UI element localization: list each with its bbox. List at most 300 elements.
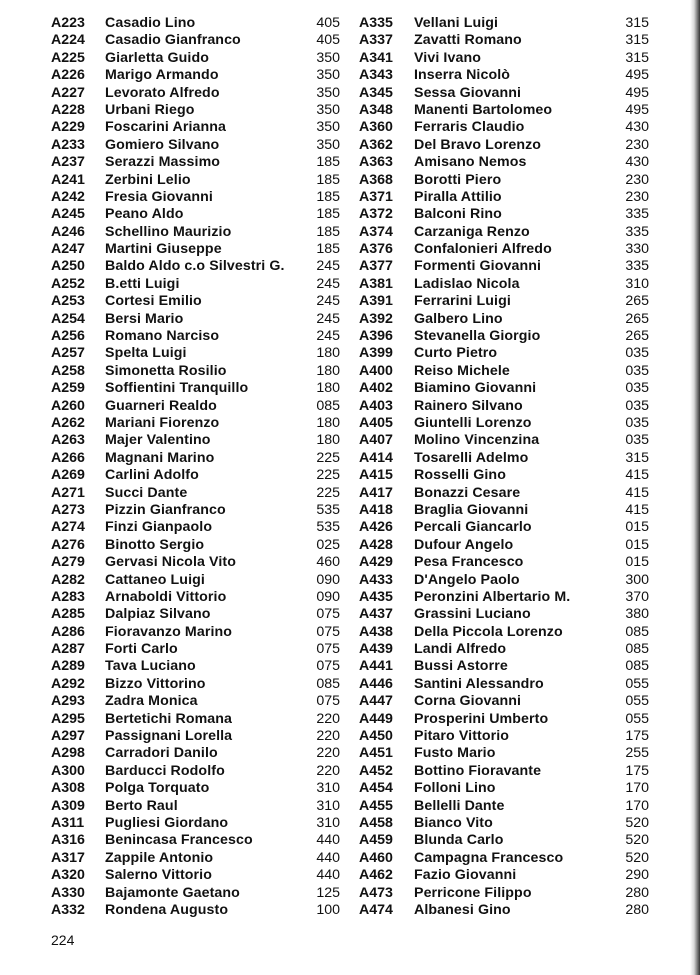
entry-name: Cortesi Emilio (105, 293, 202, 310)
entry-code: A377 (359, 258, 393, 275)
list-item (359, 537, 659, 554)
entry-name: Magnani Marino (105, 449, 215, 466)
list-item (51, 415, 341, 432)
entry-value: 335 (625, 206, 649, 223)
entry-name: Binotto Sergio (105, 536, 205, 553)
entry-code: A233 (51, 136, 85, 153)
entry-name: Schellino Maurizio (105, 223, 232, 240)
entry-code: A295 (51, 710, 85, 727)
entry-name: Dalpiaz Silvano (105, 606, 211, 623)
list-item (51, 519, 341, 536)
entry-name: Borotti Piero (414, 171, 502, 188)
entry-value: 085 (625, 641, 649, 658)
list-item (51, 537, 341, 554)
entry-value: 245 (316, 275, 340, 292)
list-item (359, 606, 659, 623)
list-item (359, 850, 659, 867)
entry-name: Stevanella Giorgio (414, 328, 541, 345)
entry-value: 015 (625, 554, 649, 571)
entry-value: 245 (316, 328, 340, 345)
entry-name: Polga Torquato (105, 780, 210, 797)
entry-value: 380 (625, 606, 649, 623)
entry-value: 085 (316, 397, 340, 414)
list-item (51, 119, 341, 136)
entry-value: 075 (316, 623, 340, 640)
entry-value: 350 (316, 84, 340, 101)
entry-code: A274 (51, 519, 85, 536)
list-item (359, 485, 659, 502)
entry-value: 035 (625, 397, 649, 414)
entry-code: A403 (359, 397, 393, 414)
entry-name: Albanesi Gino (414, 901, 511, 918)
entry-code: A242 (51, 188, 85, 205)
entry-name: Santini Alessandro (414, 675, 544, 692)
entry-name: Pizzin Gianfranco (105, 501, 226, 518)
list-item (359, 345, 659, 362)
entry-name: Arnaboldi Vittorio (105, 588, 227, 605)
entry-code: A368 (359, 171, 393, 188)
entry-name: Biamino Giovanni (414, 380, 537, 397)
list-item (359, 50, 659, 67)
entry-code: A433 (359, 571, 393, 588)
entry-code: A224 (51, 32, 85, 49)
entry-value: 300 (625, 571, 649, 588)
entry-code: A435 (359, 588, 393, 605)
entry-code: A292 (51, 675, 85, 692)
list-item (51, 398, 341, 415)
entry-name: Marigo Armando (105, 67, 219, 84)
entry-value: 230 (625, 136, 649, 153)
entry-name: Perricone Filippo (414, 884, 532, 901)
entry-value: 245 (316, 258, 340, 275)
entry-value: 090 (316, 588, 340, 605)
entry-code: A237 (51, 154, 85, 171)
entry-code: A405 (359, 414, 393, 431)
entry-name: Giarletta Guido (105, 49, 209, 66)
list-item (359, 728, 659, 745)
entry-value: 535 (316, 519, 340, 536)
entry-value: 350 (316, 49, 340, 66)
entry-code: A426 (359, 519, 393, 536)
list-item (51, 32, 341, 49)
list-item (51, 728, 341, 745)
entry-value: 185 (316, 188, 340, 205)
entry-code: A287 (51, 641, 85, 658)
entry-code: A438 (359, 623, 393, 640)
entry-name: Fresia Giovanni (105, 188, 213, 205)
list-item (51, 676, 341, 693)
entry-name: Braglia Giovanni (414, 501, 529, 518)
entry-code: A262 (51, 414, 85, 431)
entry-value: 185 (316, 223, 340, 240)
entry-value: 405 (316, 15, 340, 31)
entry-name: Pugliesi Giordano (105, 814, 229, 831)
entry-value: 245 (316, 293, 340, 310)
entry-name: Zappile Antonio (105, 849, 214, 866)
entry-code: A415 (359, 467, 393, 484)
entry-value: 015 (625, 519, 649, 536)
entry-value: 035 (625, 414, 649, 431)
entry-code: A256 (51, 328, 85, 345)
entry-code: A337 (359, 32, 393, 49)
entry-code: A343 (359, 67, 393, 84)
list-item (359, 224, 659, 241)
entry-name: Fazio Giovanni (414, 867, 517, 884)
entry-value: 350 (316, 101, 340, 118)
list-item (359, 137, 659, 154)
entry-name: Giuntelli Lorenzo (414, 414, 532, 431)
list-item (51, 328, 341, 345)
entry-code: A455 (359, 797, 393, 814)
entry-name: Bellelli Dante (414, 797, 505, 814)
entry-name: Reiso Michele (414, 362, 510, 379)
entry-code: A289 (51, 658, 85, 675)
entry-code: A392 (359, 310, 393, 327)
entry-value: 220 (316, 728, 340, 745)
entry-value: 075 (316, 658, 340, 675)
entry-name: Cattaneo Luigi (105, 571, 205, 588)
entry-code: A402 (359, 380, 393, 397)
list-item (51, 172, 341, 189)
entry-name: Landi Alfredo (414, 641, 507, 658)
entry-name: Bonazzi Cesare (414, 484, 521, 501)
entry-value: 310 (316, 797, 340, 814)
entry-name: Rosselli Gino (414, 467, 506, 484)
entry-code: A381 (359, 275, 393, 292)
entry-name: Guarneri Realdo (105, 397, 217, 414)
list-item (51, 798, 341, 815)
entry-name: Bertetichi Romana (105, 710, 233, 727)
entry-code: A449 (359, 710, 393, 727)
entry-name: Forti Carlo (105, 641, 178, 658)
entry-name: Soffientini Tranquillo (105, 380, 249, 397)
entry-value: 280 (625, 884, 649, 901)
entry-code: A371 (359, 188, 393, 205)
entry-code: A460 (359, 849, 393, 866)
list-item (359, 241, 659, 258)
entry-value: 180 (316, 345, 340, 362)
entry-code: A407 (359, 432, 393, 449)
entry-value: 430 (625, 119, 649, 136)
entry-code: A229 (51, 119, 85, 136)
list-item (359, 154, 659, 171)
list-item (359, 572, 659, 589)
entry-value: 075 (316, 641, 340, 658)
entry-code: A286 (51, 623, 85, 640)
list-item (359, 763, 659, 780)
entry-value: 310 (316, 780, 340, 797)
entry-name: Tosarelli Adelmo (414, 449, 529, 466)
entry-value: 170 (625, 797, 649, 814)
entry-name: Bottino Fioravante (414, 762, 542, 779)
entry-code: A241 (51, 171, 85, 188)
entry-value: 495 (625, 101, 649, 118)
entry-code: A250 (51, 258, 85, 275)
list-item (359, 119, 659, 136)
entry-value: 315 (625, 449, 649, 466)
entry-value: 350 (316, 119, 340, 136)
entry-code: A399 (359, 345, 393, 362)
entry-code: A418 (359, 501, 393, 518)
list-item (51, 658, 341, 675)
entry-value: 225 (316, 449, 340, 466)
entry-code: A473 (359, 884, 393, 901)
entry-value: 225 (316, 484, 340, 501)
entry-name: Rondena Augusto (105, 901, 229, 918)
entry-name: Rainero Silvano (414, 397, 523, 414)
entry-code: A437 (359, 606, 393, 623)
entry-value: 440 (316, 832, 340, 849)
entry-value: 170 (625, 780, 649, 797)
list-item (359, 711, 659, 728)
entry-code: A245 (51, 206, 85, 223)
entry-name: Mariani Fiorenzo (105, 414, 220, 431)
entry-name: Benincasa Francesco (105, 832, 253, 849)
entry-code: A311 (51, 814, 85, 831)
list-item (51, 450, 341, 467)
entry-name: Dufour Angelo (414, 536, 514, 553)
list-item (51, 380, 341, 397)
list-item (51, 589, 341, 606)
entry-code: A332 (51, 901, 85, 918)
entry-name: Casadio Lino (105, 15, 196, 31)
entry-code: A225 (51, 49, 85, 66)
entry-value: 315 (625, 49, 649, 66)
list-item (359, 276, 659, 293)
entry-value: 290 (625, 867, 649, 884)
entry-value: 495 (625, 84, 649, 101)
entry-code: A308 (51, 780, 85, 797)
entry-code: A335 (359, 15, 393, 31)
list-item (51, 50, 341, 67)
entry-code: A459 (359, 832, 393, 849)
list-item (359, 658, 659, 675)
entry-name: Serazzi Massimo (105, 154, 221, 171)
list-item (359, 15, 659, 32)
entry-code: A348 (359, 101, 393, 118)
list-item (51, 832, 341, 849)
entry-value: 460 (316, 554, 340, 571)
list-item (51, 224, 341, 241)
entry-value: 055 (625, 693, 649, 710)
entry-name: Bizzo Vittorino (105, 675, 206, 692)
list-item (51, 67, 341, 84)
entry-name: Simonetta Rosilio (105, 362, 227, 379)
entry-value: 440 (316, 867, 340, 884)
entry-code: A283 (51, 588, 85, 605)
entry-code: A276 (51, 536, 85, 553)
entry-name: Berto Raul (105, 797, 178, 814)
list-item (359, 641, 659, 658)
entry-name: D'Angelo Paolo (414, 571, 520, 588)
entry-name: Tava Luciano (105, 658, 196, 675)
entry-code: A259 (51, 380, 85, 397)
entry-value: 055 (625, 675, 649, 692)
list-item (51, 641, 341, 658)
entry-code: A447 (359, 693, 393, 710)
entry-value: 180 (316, 380, 340, 397)
list-item (359, 398, 659, 415)
entry-name: Foscarini Arianna (105, 119, 227, 136)
entry-name: Zerbini Lelio (105, 171, 191, 188)
entry-name: B.etti Luigi (105, 275, 180, 292)
entry-name: Confalonieri Alfredo (414, 241, 552, 258)
entry-name: Fioravanzo Marino (105, 623, 233, 640)
entry-code: A462 (359, 867, 393, 884)
entry-value: 520 (625, 849, 649, 866)
page-number: 224 (51, 932, 75, 948)
entry-name: Bersi Mario (105, 310, 184, 327)
page-edge-shadow (690, 0, 700, 975)
entry-name: Balconi Rino (414, 206, 502, 223)
entry-value: 330 (625, 241, 649, 258)
entry-name: Salerno Vittorio (105, 867, 212, 884)
entry-value: 520 (625, 814, 649, 831)
entry-value: 230 (625, 171, 649, 188)
entry-code: A341 (359, 49, 393, 66)
entry-name: Majer Valentino (105, 432, 211, 449)
entry-code: A414 (359, 449, 393, 466)
entry-code: A266 (51, 449, 85, 466)
entry-code: A246 (51, 223, 85, 240)
list-item (359, 589, 659, 606)
list-item (51, 763, 341, 780)
list-item (51, 15, 341, 32)
list-item (51, 206, 341, 223)
entry-code: A452 (359, 762, 393, 779)
entry-value: 185 (316, 241, 340, 258)
list-item (359, 85, 659, 102)
entry-code: A227 (51, 84, 85, 101)
list-item (359, 867, 659, 884)
list-item (359, 258, 659, 275)
entry-name: Bajamonte Gaetano (105, 884, 240, 901)
entry-value: 125 (316, 884, 340, 901)
entry-value: 180 (316, 362, 340, 379)
entry-value: 315 (625, 15, 649, 31)
entry-code: A309 (51, 797, 85, 814)
list-item (359, 519, 659, 536)
entry-code: A271 (51, 484, 85, 501)
entry-name: Carzaniga Renzo (414, 223, 530, 240)
entry-value: 085 (625, 658, 649, 675)
entry-value: 035 (625, 362, 649, 379)
entry-code: A258 (51, 362, 85, 379)
entry-code: A345 (359, 84, 393, 101)
list-item (51, 624, 341, 641)
list-item (359, 676, 659, 693)
entry-name: Pesa Francesco (414, 554, 524, 571)
entry-name: Romano Narciso (105, 328, 220, 345)
list-item (359, 885, 659, 902)
left-column (51, 15, 341, 919)
entry-name: Carlini Adolfo (105, 467, 199, 484)
entry-code: A228 (51, 101, 85, 118)
entry-value: 175 (625, 728, 649, 745)
entry-value: 075 (316, 693, 340, 710)
list-item (51, 85, 341, 102)
entry-name: Levorato Alfredo (105, 84, 220, 101)
entry-value: 415 (625, 484, 649, 501)
list-item (51, 780, 341, 797)
entry-value: 035 (625, 432, 649, 449)
entry-code: A374 (359, 223, 393, 240)
list-item (51, 137, 341, 154)
entry-value: 220 (316, 762, 340, 779)
entry-name: Del Bravo Lorenzo (414, 136, 542, 153)
list-item (51, 850, 341, 867)
entry-name: Martini Giuseppe (105, 241, 222, 258)
entry-value: 265 (625, 328, 649, 345)
list-item (359, 624, 659, 641)
list-item (359, 432, 659, 449)
entry-code: A298 (51, 745, 85, 762)
entry-value: 280 (625, 901, 649, 918)
entry-name: Folloni Lino (414, 780, 496, 797)
entry-value: 350 (316, 67, 340, 84)
list-item (51, 241, 341, 258)
entry-value: 310 (316, 814, 340, 831)
list-item (51, 572, 341, 589)
list-item (51, 867, 341, 884)
list-item (51, 485, 341, 502)
entry-code: A362 (359, 136, 393, 153)
entry-name: Sessa Giovanni (414, 84, 522, 101)
entry-code: A360 (359, 119, 393, 136)
entry-name: Galbero Lino (414, 310, 503, 327)
list-item (359, 832, 659, 849)
right-column (359, 15, 659, 919)
entry-name: Della Piccola Lorenzo (414, 623, 563, 640)
list-item (51, 745, 341, 762)
entry-value: 220 (316, 745, 340, 762)
entry-value: 415 (625, 467, 649, 484)
entry-name: Baldo Aldo c.o Silvestri G. (105, 258, 285, 275)
entry-name: Spelta Luigi (105, 345, 187, 362)
entry-code: A293 (51, 693, 85, 710)
entry-code: A428 (359, 536, 393, 553)
list-item (51, 293, 341, 310)
entry-value: 415 (625, 501, 649, 518)
entry-name: Prosperini Umberto (414, 710, 549, 727)
entry-code: A254 (51, 310, 85, 327)
entry-value: 055 (625, 710, 649, 727)
entry-code: A429 (359, 554, 393, 571)
list-item (51, 102, 341, 119)
entry-name: Barducci Rodolfo (105, 762, 225, 779)
entry-value: 185 (316, 154, 340, 171)
entry-code: A263 (51, 432, 85, 449)
entry-value: 025 (316, 536, 340, 553)
entry-code: A446 (359, 675, 393, 692)
entry-code: A396 (359, 328, 393, 345)
list-item (359, 467, 659, 484)
entry-value: 015 (625, 536, 649, 553)
list-item (359, 172, 659, 189)
entry-name: Campagna Francesco (414, 849, 564, 866)
list-item (359, 328, 659, 345)
entry-value: 535 (316, 501, 340, 518)
entry-value: 185 (316, 171, 340, 188)
entry-code: A454 (359, 780, 393, 797)
entry-value: 440 (316, 849, 340, 866)
entry-value: 430 (625, 154, 649, 171)
list-item (359, 502, 659, 519)
list-item (51, 189, 341, 206)
entry-code: A372 (359, 206, 393, 223)
list-item (51, 554, 341, 571)
entry-name: Peronzini Albertario M. (414, 588, 571, 605)
